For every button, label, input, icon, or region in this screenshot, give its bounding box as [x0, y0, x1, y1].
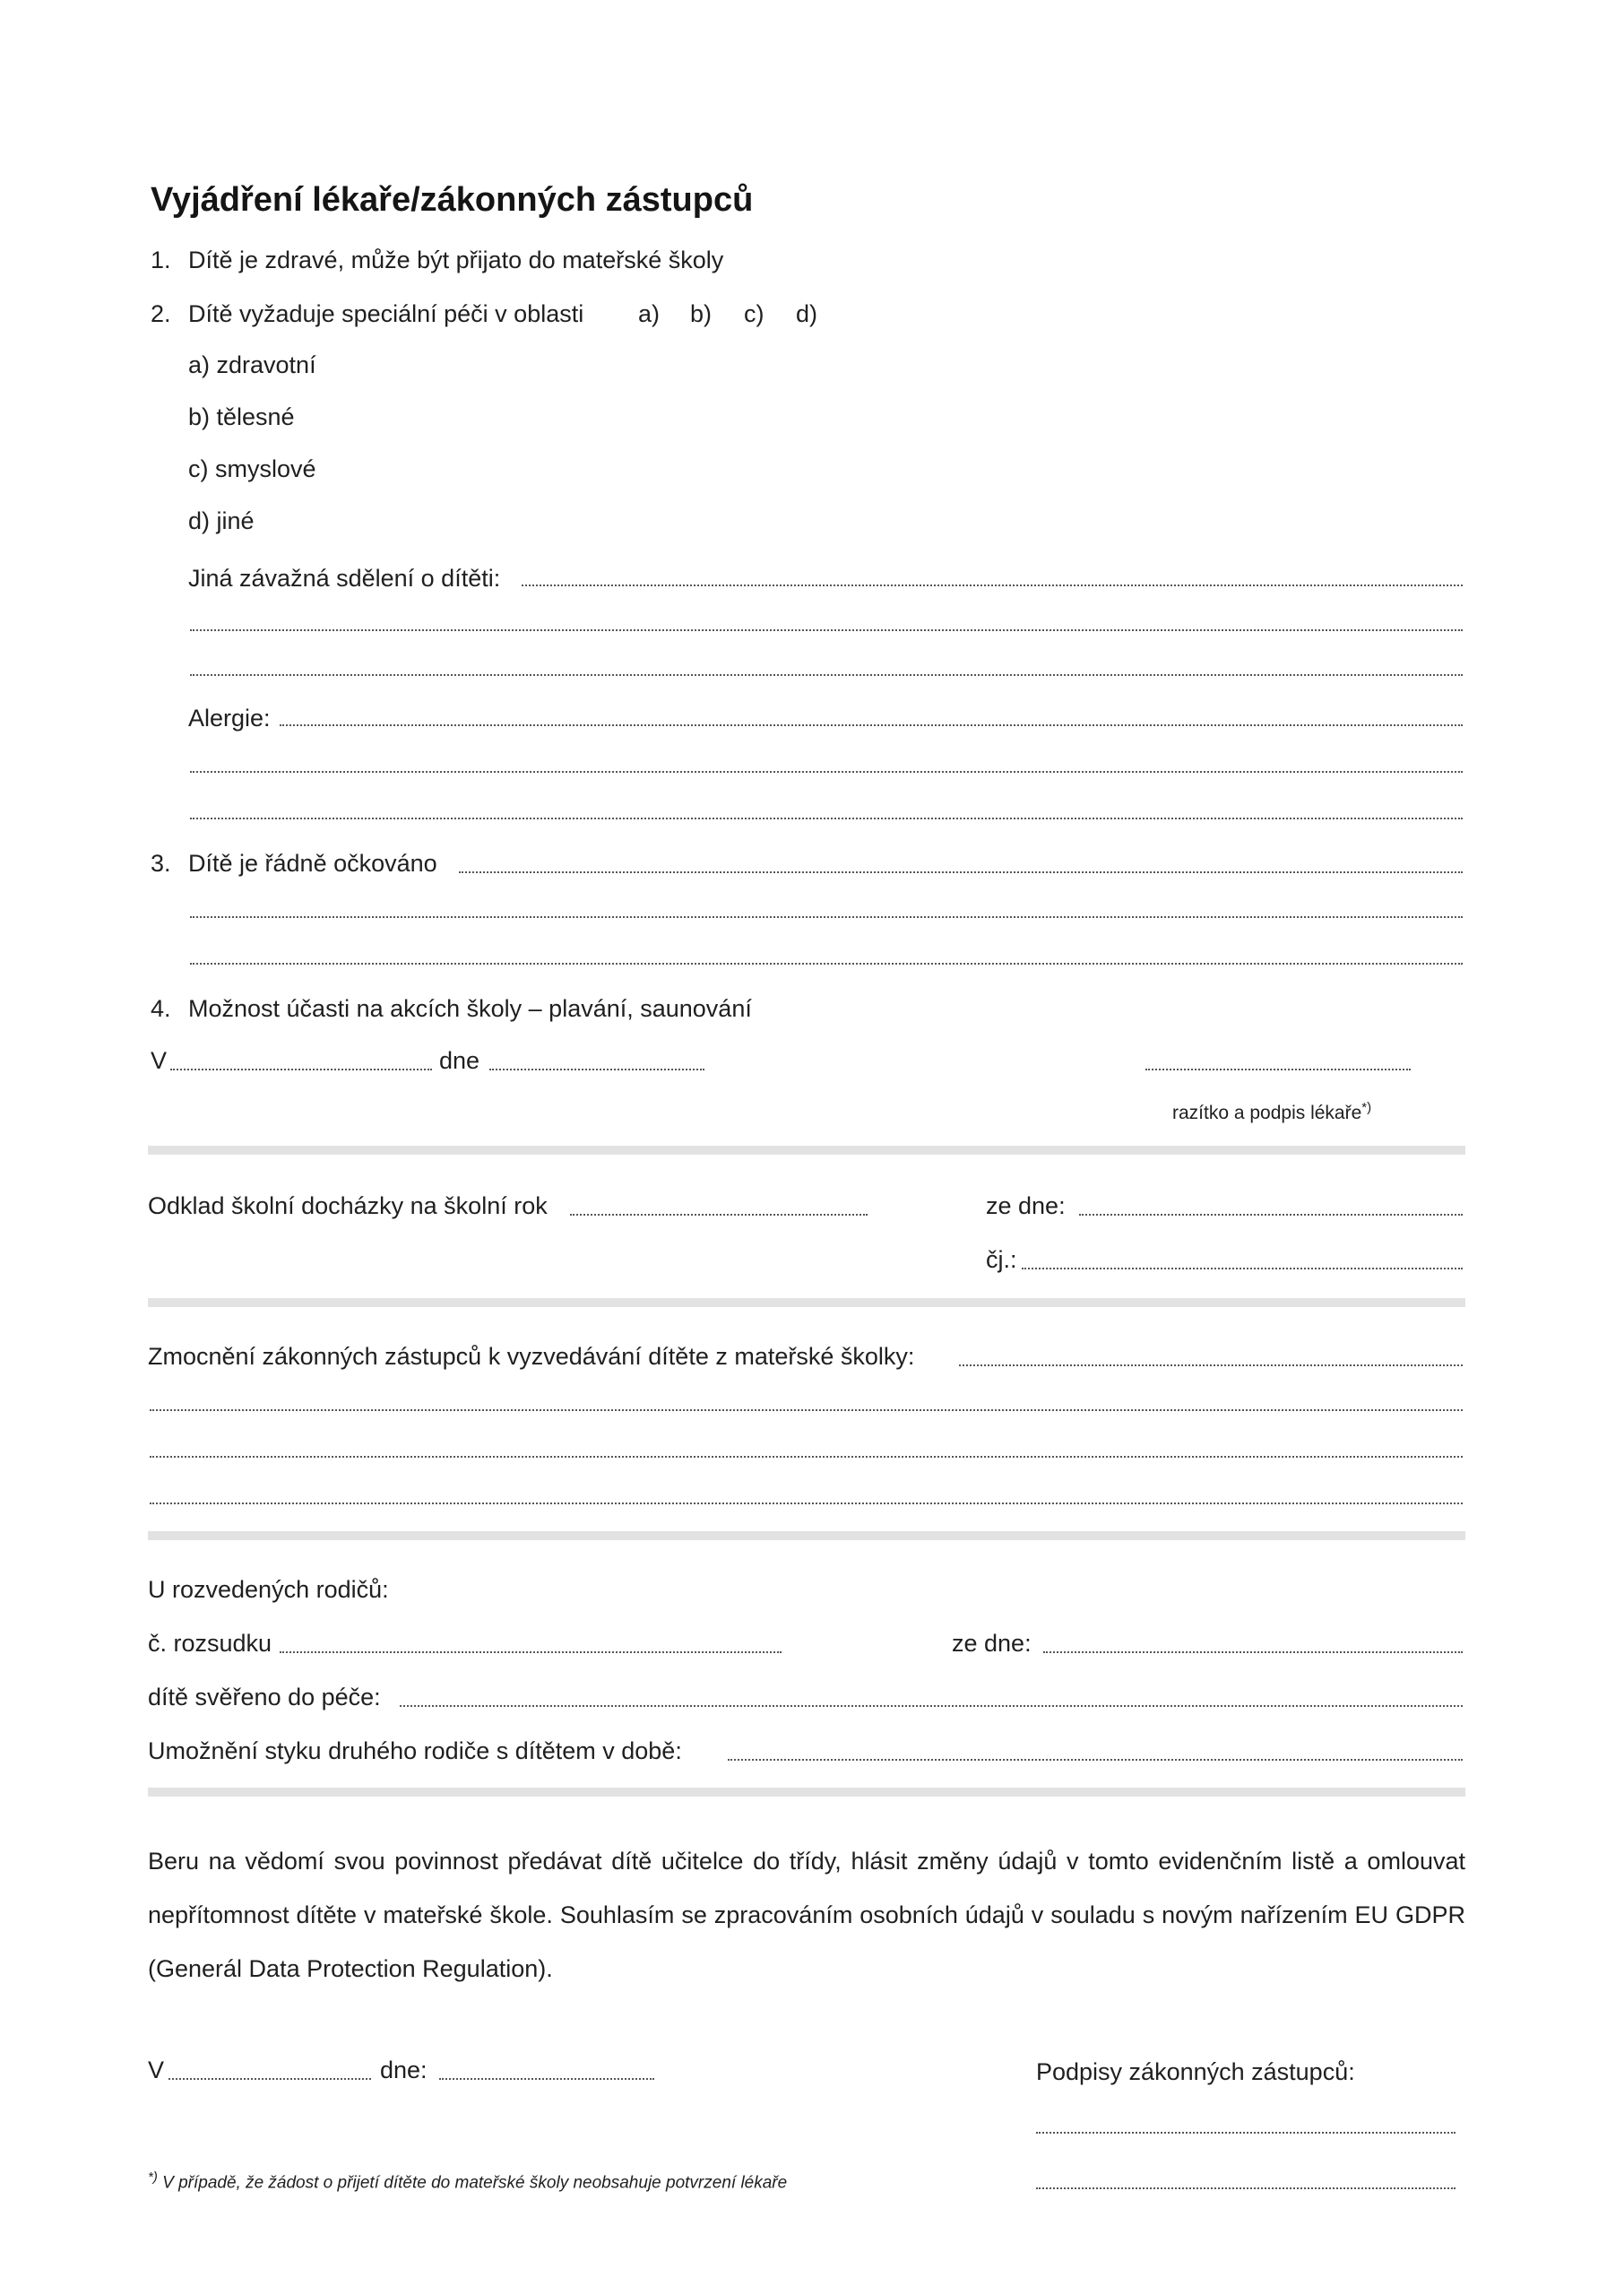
separator-3	[148, 1531, 1465, 1540]
other-info-field-3[interactable]	[190, 674, 1463, 676]
verdict-field[interactable]	[280, 1651, 782, 1653]
signature-date-field[interactable]	[439, 2078, 654, 2080]
signature-place-field[interactable]	[168, 2078, 371, 2080]
custody-field[interactable]	[400, 1705, 1463, 1707]
contact-label: Umožnění styku druhého rodiče s dítětem v době:	[148, 1737, 682, 1764]
authorization-field-1[interactable]	[959, 1364, 1463, 1366]
allergy-field-1[interactable]	[280, 724, 1463, 726]
page-title: Vyjádření lékaře/zákonných zástupců	[151, 181, 754, 219]
signature-date-label: dne:	[380, 2057, 428, 2083]
contact-field[interactable]	[728, 1759, 1463, 1761]
authorization-field-4[interactable]	[150, 1503, 1463, 1504]
doctor-date-field[interactable]	[489, 1069, 704, 1070]
postpone-ref-label: čj.:	[986, 1246, 1017, 1273]
postpone-date-field[interactable]	[1079, 1214, 1463, 1216]
item-2-text: Dítě vyžaduje speciální péči v oblasti	[188, 300, 584, 327]
vaccination-field-3[interactable]	[190, 963, 1463, 965]
parent-signature-field-1[interactable]	[1036, 2132, 1456, 2134]
item-3-text: Dítě je řádně očkováno	[188, 850, 437, 877]
parent-signature-field-2[interactable]	[1036, 2187, 1456, 2189]
other-info-field-1[interactable]	[522, 585, 1463, 586]
verdict-label: č. rozsudku	[148, 1630, 272, 1657]
item-4-number: 4.	[151, 995, 171, 1022]
divorce-heading: U rozvedených rodičů:	[148, 1576, 389, 1603]
postpone-label: Odklad školní docházky na školní rok	[148, 1192, 548, 1219]
declaration-text: Beru na vědomí svou povinnost předávat dítě učitelce do třídy, hlásit změny údajů v tomto evidenčním listě a omlouvat nepřítomnost dítěte v mateřské škole. Souhlasím se zpracováním osobních údajů v souladu s novým nařízením EU GDPR (Generál Data Protection Regulation).	[148, 1848, 1465, 1982]
doctor-signature-field[interactable]	[1145, 1069, 1411, 1070]
signature-place-label: V	[148, 2057, 165, 2083]
postpone-ref-field[interactable]	[1022, 1268, 1463, 1269]
footnote: *) V případě, že žádost o přijetí dítěte do mateřské školy neobsahuje potvrzení lékaře	[148, 2169, 788, 2193]
allergy-field-3[interactable]	[190, 818, 1463, 819]
verdict-date-field[interactable]	[1043, 1651, 1463, 1653]
custody-label: dítě svěřeno do péče:	[148, 1684, 381, 1710]
separator-1	[148, 1146, 1465, 1155]
option-physical: b) tělesné	[188, 403, 295, 430]
choice-d[interactable]: d)	[796, 300, 818, 327]
item-1-text: Dítě je zdravé, může být přijato do mateřské školy	[188, 247, 724, 273]
choice-a[interactable]: a)	[638, 300, 661, 327]
postpone-date-label: ze dne:	[986, 1192, 1066, 1219]
doctor-place-label: V	[151, 1047, 168, 1074]
option-sensory: c) smyslové	[188, 455, 316, 482]
option-health: a) zdravotní	[188, 351, 316, 378]
item-3-number: 3.	[151, 850, 171, 877]
option-other: d) jiné	[188, 507, 255, 534]
verdict-date-label: ze dne:	[952, 1630, 1032, 1657]
item-1-number: 1.	[151, 247, 171, 273]
allergy-label: Alergie:	[188, 705, 271, 732]
authorization-field-2[interactable]	[150, 1409, 1463, 1411]
vaccination-field-1[interactable]	[459, 871, 1463, 873]
separator-2	[148, 1298, 1465, 1307]
other-info-label: Jiná závažná sdělení o dítěti:	[188, 565, 501, 592]
allergy-field-2[interactable]	[190, 771, 1463, 773]
parents-signature-label: Podpisy zákonných zástupců:	[1036, 2058, 1355, 2085]
stamp-caption: razítko a podpis lékaře*)	[1172, 1100, 1372, 1123]
choice-b[interactable]: b)	[690, 300, 713, 327]
postpone-year-field[interactable]	[570, 1214, 868, 1216]
doctor-date-label: dne	[439, 1047, 480, 1074]
item-4-text: Možnost účasti na akcích školy – plavání, saunování	[188, 995, 752, 1022]
authorization-field-3[interactable]	[150, 1456, 1463, 1458]
other-info-field-2[interactable]	[190, 629, 1463, 631]
doctor-place-field[interactable]	[170, 1069, 432, 1070]
authorization-label: Zmocnění zákonných zástupců k vyzvedávání dítěte z mateřské školky:	[148, 1343, 915, 1370]
separator-4	[148, 1788, 1465, 1797]
item-2-number: 2.	[151, 300, 171, 327]
choice-c[interactable]: c)	[744, 300, 764, 327]
vaccination-field-2[interactable]	[190, 916, 1463, 918]
